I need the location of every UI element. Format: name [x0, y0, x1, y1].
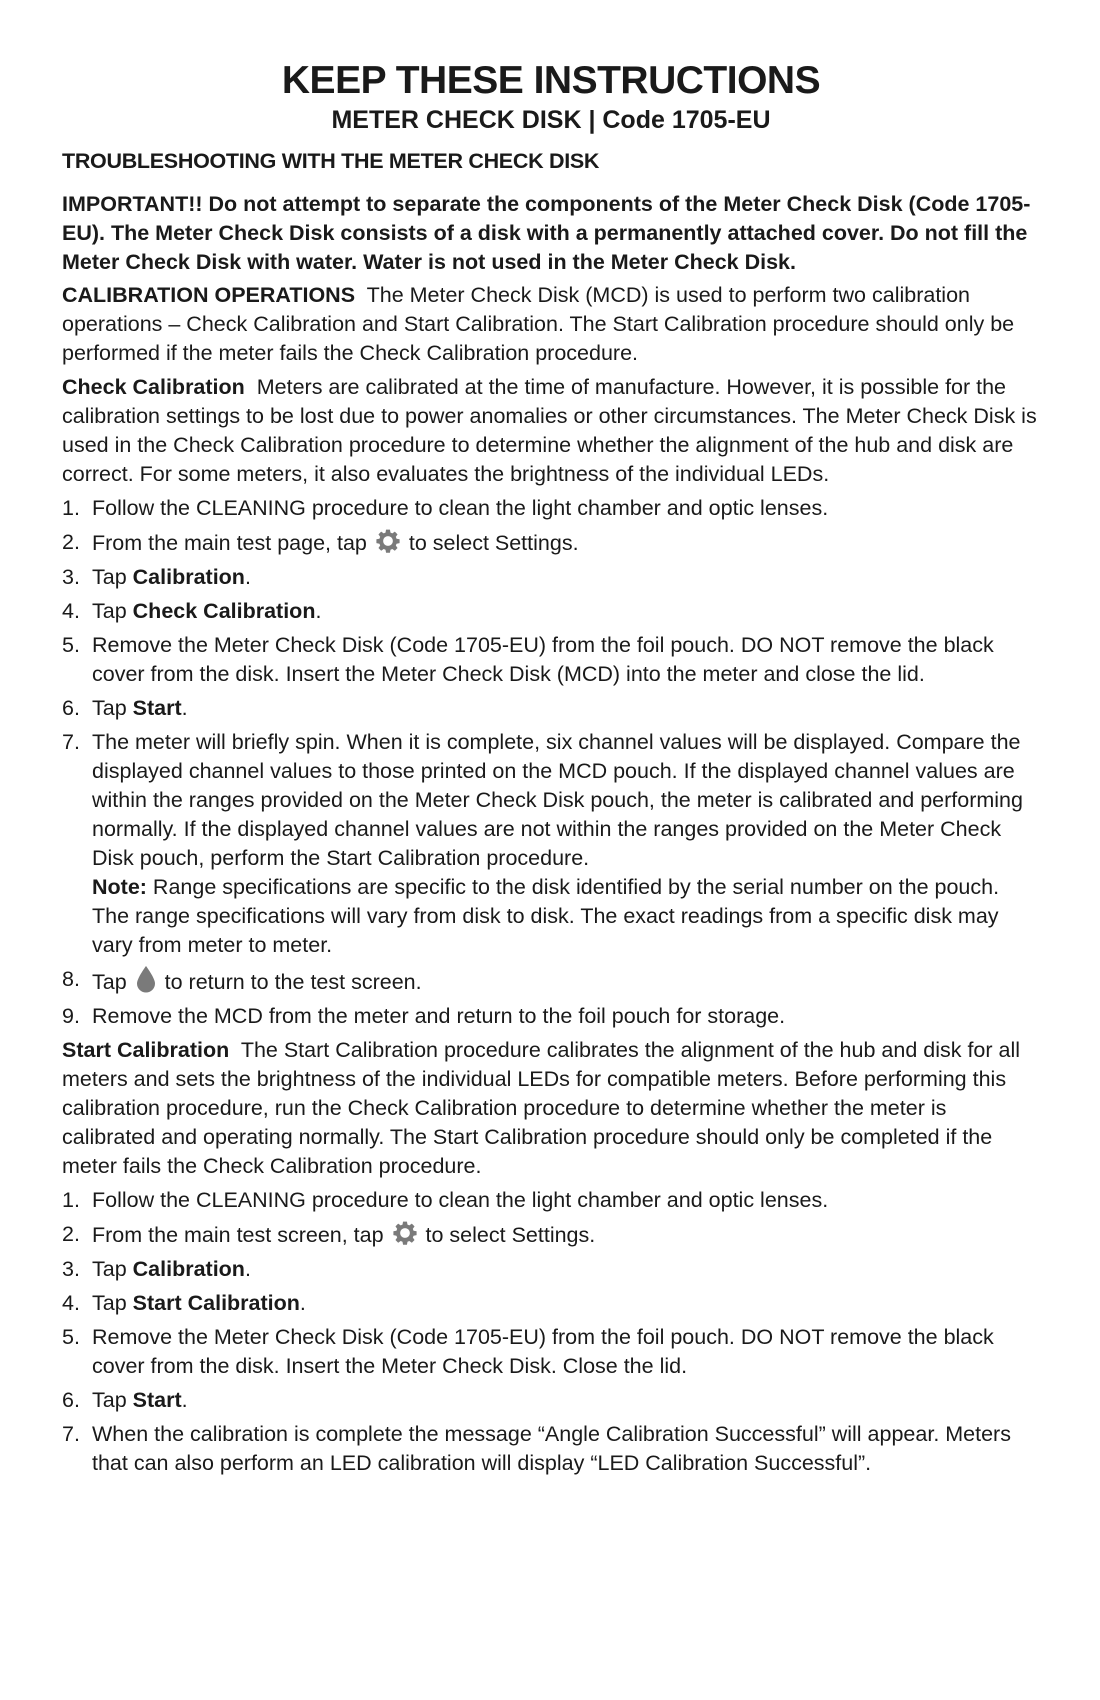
list-item [62, 1255, 1040, 1284]
list-item [62, 563, 1040, 592]
start-calibration-steps [62, 1186, 1040, 1478]
step-text [92, 1386, 1040, 1415]
step-text: Remove the MCD from the meter and return to the foil pouch for storage. [92, 1004, 786, 1028]
list-item [62, 965, 1040, 997]
section-title: TROUBLESHOOTING WITH THE METER CHECK DISK [62, 149, 600, 173]
list-item [62, 1323, 1040, 1381]
step-text-post: to select Settings. [425, 1223, 596, 1247]
step-text-bold: Calibration [132, 565, 245, 589]
step-text-bold: Start [132, 696, 182, 720]
step-number: 8. [62, 967, 80, 991]
water-drop-icon [135, 965, 157, 993]
step-text-post: . [244, 565, 251, 589]
step-number: 4. [62, 1291, 80, 1315]
step-text-post: to select Settings. [408, 531, 579, 555]
important-notice: IMPORTANT!! Do not attempt to separate the components of the Meter Check Disk (Code 1705- EU). The Meter Check Disk consists of a disk with a permanently attached cover. Do not fill the Meter Check Disk with water. Water is not used in the Meter Check Disk. [62, 192, 1031, 274]
step-text-pre: Tap [92, 1257, 127, 1281]
step-text-pre: Tap [92, 599, 127, 623]
page-subtitle: METER CHECK DISK | Code 1705-EU [331, 106, 771, 134]
step-text [92, 528, 1040, 558]
note-label: Note: [92, 875, 147, 899]
step-number: 3. [62, 565, 80, 589]
list-item [62, 694, 1040, 723]
step-text-pre: From the main test screen, tap [92, 1223, 384, 1247]
start-calibration-label: Start Calibration [62, 1038, 230, 1062]
note-text: Range specifications are specific to the disk identified by the serial number on the pouch. The range specifications will vary from disk to disk. The exact readings from a specific disk may vary from meter to meter. [92, 875, 1000, 957]
step-text-post: . [181, 696, 188, 720]
step-text [92, 597, 1040, 626]
step-text: Remove the Meter Check Disk (Code 1705-EU) from the foil pouch. DO NOT remove the black cover from the disk. Insert the Meter Check Disk (MCD) into the meter and close the lid. [92, 633, 994, 686]
list-item [62, 1002, 1040, 1031]
calibration-operations-text: The Meter Check Disk (MCD) is used to perform two calibration operations – Check Calibration and Start Calibration. The Start Calibration procedure should only be performed if the meter fails the Check Calibration procedure. [62, 283, 1015, 365]
start-calibration-paragraph [62, 1036, 1040, 1181]
step-text-bold: Start [132, 1388, 182, 1412]
step-text: Remove the Meter Check Disk (Code 1705-EU) from the foil pouch. DO NOT remove the black cover from the disk. Insert the Meter Check Disk. Close the lid. [92, 1325, 994, 1378]
step-text-post: to return to the test screen. [164, 970, 422, 994]
check-calibration-text: Meters are calibrated at the time of manufacture. However, it is possible for the calibration settings to be lost due to power anomalies or other circumstances. The Meter Check Disk is used in the Check Calibration procedure to determine whether the alignment of the hub and disk are correct. For some meters, it also evaluates the brightness of the individual LEDs. [62, 375, 1037, 486]
step-text-post: . [315, 599, 322, 623]
step-text [92, 728, 1040, 960]
note [92, 873, 1040, 960]
step-number: 2. [62, 1222, 80, 1246]
page-title: KEEP THESE INSTRUCTIONS [281, 59, 821, 102]
gear-icon [392, 1220, 418, 1246]
list-item [62, 1289, 1040, 1318]
list-item [62, 1420, 1040, 1478]
step-text-post: . [244, 1257, 251, 1281]
list-item [62, 1220, 1040, 1250]
step-number: 6. [62, 1388, 80, 1412]
step-text-post: . [299, 1291, 306, 1315]
step-text-pre: Tap [92, 1291, 127, 1315]
step-number: 3. [62, 1257, 80, 1281]
check-calibration-paragraph [62, 373, 1040, 489]
step-number: 1. [62, 1188, 80, 1212]
step-text-bold: Calibration [132, 1257, 245, 1281]
step-number: 4. [62, 599, 80, 623]
calibration-operations-paragraph [62, 281, 1040, 368]
step-text-main: The meter will briefly spin. When it is complete, six channel values will be displayed. Compare the displayed channel values to those printed on the MCD pouch. If the displayed channel values are within the ranges provided on the Meter Check Disk pouch, the meter is calibrated and performing normally. If the displayed channel values are not within the ranges provided on the Meter Check Disk pouch, perform the Start Calibration procedure. [92, 730, 1023, 870]
list-item [62, 1386, 1040, 1415]
step-text: Follow the CLEANING procedure to clean the light chamber and optic lenses. [92, 496, 829, 520]
step-number: 7. [62, 730, 80, 754]
step-text [92, 1255, 1040, 1284]
gear-icon [375, 528, 401, 554]
start-calibration-text: The Start Calibration procedure calibrates the alignment of the hub and disk for all meters and sets the brightness of the individual LEDs for compatible meters. Before performing this calibration procedure, run the Check Calibration procedure to determine whether the meter is calibrated and operating normally. The Start Calibration procedure should only be completed if the meter fails the Check Calibration procedure. [62, 1038, 1021, 1178]
check-calibration-label: Check Calibration [62, 375, 245, 399]
step-number: 1. [62, 496, 80, 520]
step-number: 2. [62, 530, 80, 554]
step-number: 7. [62, 1422, 80, 1446]
step-text [92, 694, 1040, 723]
step-text [92, 1289, 1040, 1318]
list-item [62, 597, 1040, 626]
list-item [62, 528, 1040, 558]
step-text-pre: Tap [92, 1388, 127, 1412]
step-number: 5. [62, 1325, 80, 1349]
list-item [62, 1186, 1040, 1215]
step-text-pre: Tap [92, 696, 127, 720]
calibration-operations-label: CALIBRATION OPERATIONS [62, 283, 356, 307]
list-item [62, 494, 1040, 523]
step-text-post: . [181, 1388, 188, 1412]
step-text [92, 563, 1040, 592]
list-item [62, 728, 1040, 960]
list-item [62, 631, 1040, 689]
step-text: When the calibration is complete the message “Angle Calibration Successful” will appear. Meters that can also perform an LED calibration will display “LED Calibration Successful”. [92, 1422, 1011, 1475]
step-text-bold: Check Calibration [132, 599, 316, 623]
step-text-pre: Tap [92, 565, 127, 589]
step-text-pre: Tap [92, 970, 127, 994]
check-calibration-steps [62, 494, 1040, 1031]
step-text-bold: Start Calibration [132, 1291, 300, 1315]
step-text: Follow the CLEANING procedure to clean the light chamber and optic lenses. [92, 1188, 829, 1212]
step-number: 6. [62, 696, 80, 720]
step-number: 5. [62, 633, 80, 657]
step-text [92, 965, 1040, 997]
step-number: 9. [62, 1004, 80, 1028]
step-text-pre: From the main test page, tap [92, 531, 367, 555]
step-text [92, 1220, 1040, 1250]
